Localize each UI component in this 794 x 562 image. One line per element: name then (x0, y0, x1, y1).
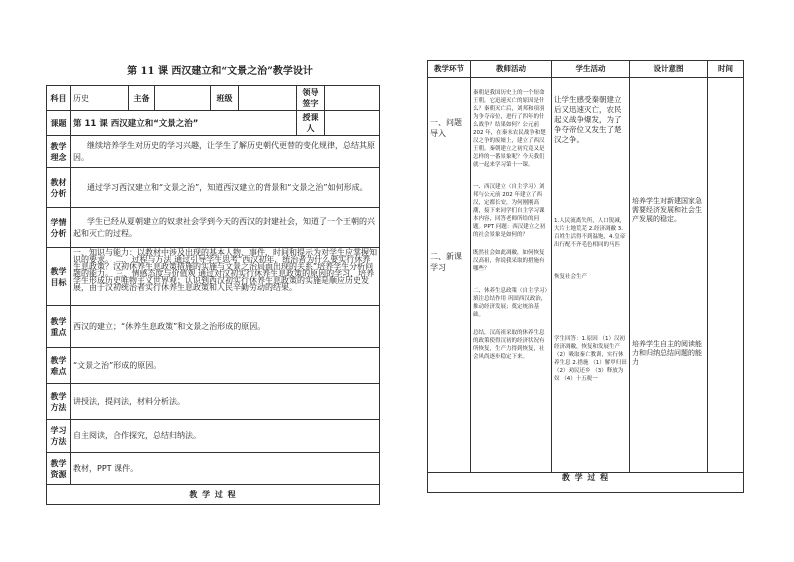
editor-value (155, 86, 211, 111)
row-teaching-goals (47, 248, 380, 306)
row-label: 教学方法 (47, 384, 71, 420)
student-cell (552, 78, 630, 473)
class-label: 班级 (211, 86, 239, 111)
teaching-process-heading: 教 学 过 程 (47, 485, 380, 505)
row-teaching-methods (47, 384, 380, 420)
row-text: 学生已经从夏朝建立的奴隶社会学到今天的西汉的封建社会，知道了一个王朝的兴起和灭亡的过程。 (71, 208, 380, 248)
stage-new-lesson: 二、新课学习 (430, 252, 462, 272)
header-time: 时间 (708, 61, 744, 78)
row-label: 教学理念 (47, 136, 71, 168)
class-value (239, 86, 297, 111)
row-textbook-analysis (47, 168, 380, 208)
row-teaching-concept (47, 136, 380, 168)
row-difficulties (47, 348, 380, 384)
row-label: 教材分析 (47, 168, 71, 208)
row-label: 教学目标 (47, 248, 71, 306)
teacher-question: 既然社会如此凋敝，如何恢复汉高祖，你说我采取的措施有哪些？ (473, 250, 545, 272)
footer-row (428, 473, 744, 493)
teaching-process-heading: 教 学 过 程 (428, 473, 744, 493)
subject-row (47, 86, 380, 111)
process-row (428, 78, 744, 473)
teacher-intro: 秦朝是我国历史上的一个短命王朝，它迅速灭亡的原因是什么？秦朝灭亡后，刘邦和项羽为争夺帝位，进行了四年的什么战争？结果如何？公元前 202 年，在秦末农民战争和楚汉之争的废墟上，建立了西汉王朝。秦朝建立之初究竟又是怎样的一番景象呢？今天我们就一起来学习第十一课。 (473, 90, 546, 168)
row-text: 西汉的建立；“休养生息政策”和文景之治形成的原因。 (71, 306, 380, 348)
leader-label: 领导签字 (297, 86, 325, 111)
intent-cell (630, 78, 708, 473)
row-label: 教学资源 (47, 453, 71, 485)
topic-value: 第 11 课 西汉建立和“文景之治” (71, 111, 297, 136)
row-text: 自主阅读，合作探究，总结归纳法。 (71, 420, 380, 453)
header-teacher: 教师活动 (471, 61, 552, 78)
leader-value (325, 86, 380, 111)
row-label: 教学难点 (47, 348, 71, 384)
subject-label: 科目 (47, 86, 71, 111)
footer-row (47, 485, 380, 505)
teacher-section-1: 一、西汉建立（自主学习）刘邦与公元前 202 年建立了西汉，定都长安，为何刚刚高潮，接下来同学们自主学习课本内容，回答老师所给的问题。PPT 问题：西汉建立之初的社会景象是如何的？ (473, 184, 546, 238)
row-resources (47, 453, 380, 485)
topic-row (47, 111, 380, 136)
row-text: 通过学习西汉建立和“文景之治”，知道西汉建立的背景和“文景之治”如何形成。 (71, 168, 380, 208)
header-intent: 设计意图 (630, 61, 708, 78)
header-student: 学生活动 (552, 61, 630, 78)
row-key-points (47, 306, 380, 348)
header-stage: 教学环节 (428, 61, 471, 78)
teacher-label: 授课人 (297, 111, 325, 136)
topic-label: 课题 (47, 111, 71, 136)
row-text: 继续培养学生对历史的学习兴趣，让学生了解历史朝代更替的变化规律，总结其原因。 (71, 136, 380, 168)
student-intro: 让学生感受秦朝建立后又迅速灭亡，农民起义战争爆发，为了争夺帝位又发生了楚汉之争。 (554, 95, 622, 144)
row-label: 教学重点 (47, 306, 71, 348)
stage-intro: 一、问题导入 (430, 118, 462, 138)
time-cell (708, 78, 744, 473)
intent-2: 培养学生自主的阅读能力和归纳总结问题的能力 (632, 340, 702, 366)
row-label: 学情分析 (47, 208, 71, 248)
row-text: 一、知识与能力：以教材中涉及出现的基本人物、事件，时间和提示为对学生应掌握知识的要求。 二、过程与方法 通过引导学生思考“西汉初年，统治者为什么要实行休养生息政策？汉初休养生息政策措施的实施与文景之治局面出现的关系”培养学生分析问题的能力。 三、情感态度与价值观 通过对汉初实行休养生息政策的原因的学习，培养学生形成历史唯物主义世界观；认识到西汉初实行休养生息政策的实施是顺应历史发展，由于汉初统治者实行休养生息政策和人民辛勤劳动的结果。 (71, 248, 380, 306)
header-row (428, 61, 744, 78)
page-title: 第 11 课 西汉建立和“文景之治”教学设计 (127, 66, 313, 77)
student-answer-3: 学生回答：1.原因 （1）汉初经济凋敝，恢复和发展生产 （2）吸取秦亡教训，实行休养生息 2.措施 （1）解甲归田 （2）劝民还乡 （3）释放为奴 （4）十五税一 (554, 336, 627, 382)
lesson-info-table (46, 85, 380, 505)
row-text: “文景之治”形成的原因。 (71, 348, 380, 384)
subject-value: 历史 (71, 86, 129, 111)
student-answer-2: 恢复社会生产 (554, 274, 588, 280)
row-label: 学习方法 (47, 420, 71, 453)
row-text: 讲授法，提问法，材料分析法。 (71, 384, 380, 420)
student-answer-1: 1.人民流离失所，人口锐减，大片土地荒芜 2.经济凋敝 3.百姓生活得不到温饱，4.皇帝出行配不齐毛色相同的马匹 (554, 218, 626, 248)
row-learning-methods (47, 420, 380, 453)
row-text: 教材，PPT 课件。 (71, 453, 380, 485)
editor-label: 主备 (129, 86, 155, 111)
intent-1: 培养学生对新建国家急需要经济发展和社会生产发展的稳定。 (632, 197, 702, 223)
teacher-cell (471, 78, 552, 473)
teaching-process-table (427, 60, 744, 493)
teacher-summary: 总结，汉高祖采取的休养生息的政策使得汉初的经济状况有所恢复，生产力得到恢复，社会风尚逐步稳定下来。 (473, 330, 545, 360)
teacher-value (325, 111, 380, 136)
teacher-section-2: 二、休养生息政策（自主学习）填注总结作用 巩固西汉政治，推动经济发展；奠定统治基础。 (473, 288, 548, 318)
row-learner-analysis (47, 208, 380, 248)
stage-cell (428, 78, 471, 473)
